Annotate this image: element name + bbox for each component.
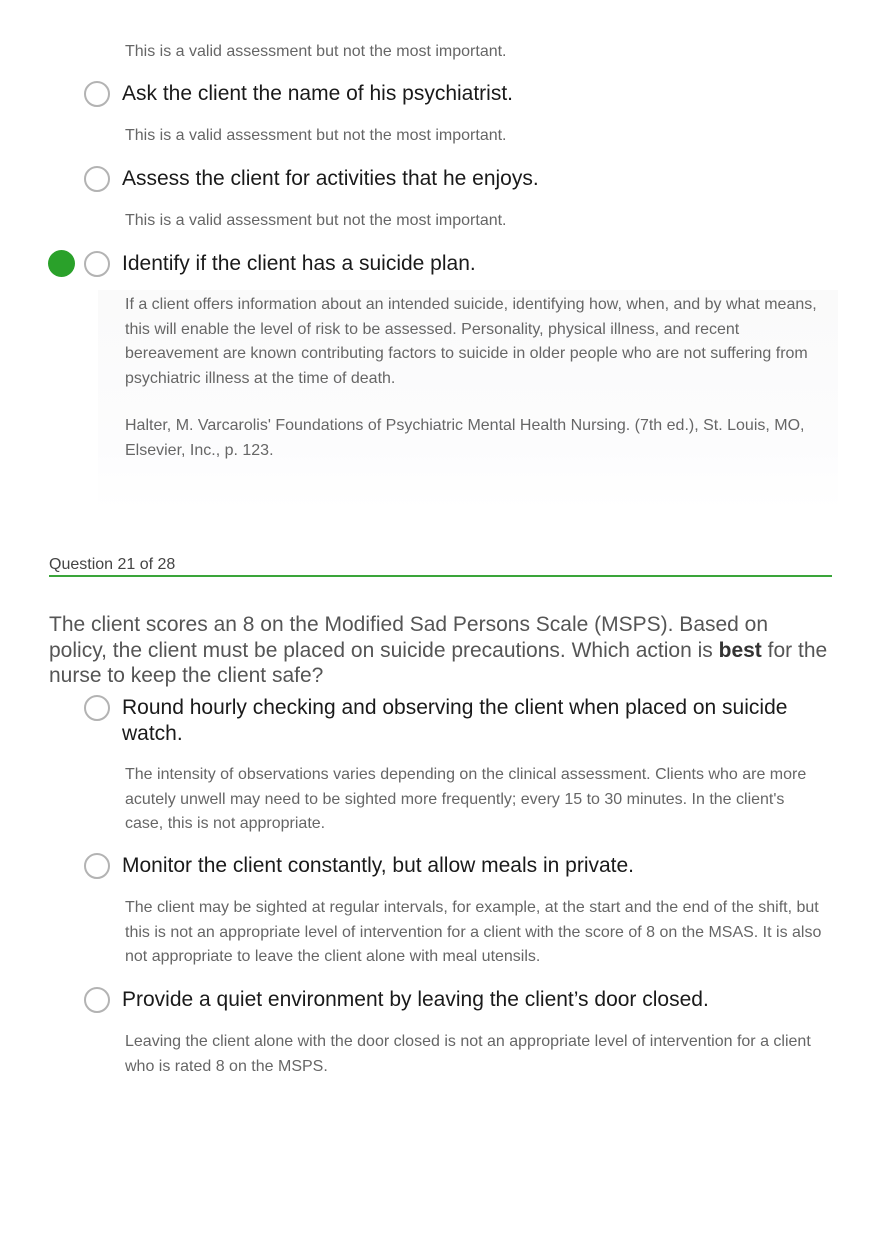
option-feedback: Leaving the client alone with the door closed is not an appropriate level of intervention for a client who is rated 8 on the MSPS. (125, 1033, 811, 1075)
option-label: Assess the client for activities that he enjoys. (122, 167, 539, 190)
option-feedback: This is a valid assessment but not the most important. (125, 212, 507, 229)
reference-citation: Halter, M. Varcarolis' Foundations of Psychiatric Mental Health Nursing. (7th ed.), St. Louis, MO, Elsevier, Inc., p. 123. (125, 417, 805, 459)
radio-button[interactable] (84, 166, 110, 192)
radio-button[interactable] (84, 853, 110, 879)
radio-button[interactable] (84, 251, 110, 277)
correct-answer-indicator (48, 250, 75, 277)
option-label: Monitor the client constantly, but allow meals in private. (122, 854, 635, 877)
radio-button[interactable] (84, 695, 110, 721)
option-label: Provide a quiet environment by leaving the client’s door closed. (122, 988, 709, 1011)
question-stem (49, 612, 829, 689)
option-feedback: This is a valid assessment but not the most important. (125, 127, 507, 144)
radio-button[interactable] (84, 987, 110, 1013)
radio-button[interactable] (84, 81, 110, 107)
question-stem-emphasis: best (718, 638, 762, 662)
question-stem-text: The client scores an 8 on the Modified Sad Persons Scale (MSPS). Based on policy, the client must be placed on suicide precautions. Which action is (49, 613, 769, 662)
option-label: Identify if the client has a suicide plan. (122, 252, 476, 275)
option-feedback: This is a valid assessment but not the most important. (125, 43, 507, 60)
option-rationale: If a client offers information about an intended suicide, identifying how, when, and by what means, this will enable the level of risk to be assessed. Personality, physical illness, and recent bereavement are known contributing factors to suicide in older people who are not suffering from psychiatric illness at the time of death. (125, 296, 817, 387)
option-feedback: The intensity of observations varies depending on the clinical assessment. Clients who are more acutely unwell may need to be sighted more frequently; every 15 to 30 minutes. In the client's case, this is not appropriate. (125, 766, 807, 832)
question-counter: Question 21 of 28 (49, 556, 176, 573)
option-label: Ask the client the name of his psychiatrist. (122, 82, 514, 105)
option-feedback: The client may be sighted at regular intervals, for example, at the start and the end of the shift, but this is not an appropriate level of intervention for a client with the score of 8 on the MSAS. It is also not appropriate to leave the client alone with meal utensils. (125, 899, 822, 965)
option-label: Round hourly checking and observing the client when placed on suicide watch. (122, 696, 788, 745)
question-divider (49, 575, 832, 577)
question-stem-text-end: for the nurse to keep the client safe? (49, 638, 828, 687)
